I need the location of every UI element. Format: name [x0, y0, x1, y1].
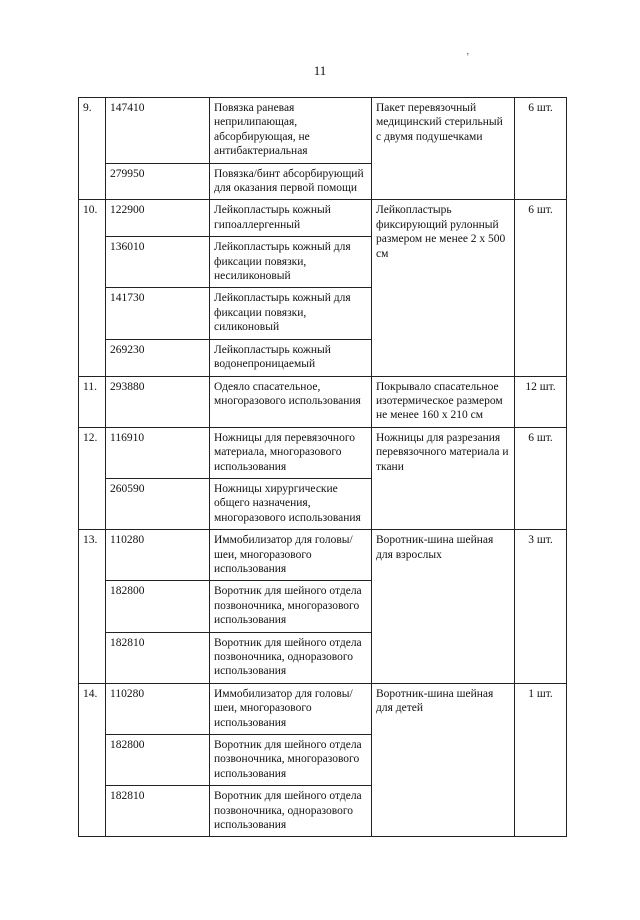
name-cell: Лейкопластырь кожный гипоаллергенный [210, 200, 372, 237]
name-cell: Ножницы для перевязочного материала, многоразового использования [210, 427, 372, 478]
code-cell: 269230 [106, 339, 210, 376]
table-row [79, 98, 567, 164]
code-cell: 110280 [106, 683, 210, 734]
table-body [79, 98, 567, 837]
code-cell: 116910 [106, 427, 210, 478]
product-cell: Лейкопластырь фиксирующий рулонный размером не менее 2 х 500 см [372, 200, 515, 376]
table-row [79, 376, 567, 427]
row-number-cell: 11. [79, 376, 106, 427]
row-number-cell: 9. [79, 98, 106, 200]
product-cell: Ножницы для разрезания перевязочного материала и ткани [372, 427, 515, 529]
name-cell: Лейкопластырь кожный для фиксации повязки, силиконовый [210, 288, 372, 339]
table-row [79, 683, 567, 734]
code-cell: 122900 [106, 200, 210, 237]
name-cell: Воротник для шейного отдела позвоночника, одноразового использования [210, 786, 372, 837]
product-cell: Пакет перевязочный медицинский стерильный с двумя подушечками [372, 98, 515, 200]
table-row [79, 200, 567, 237]
product-cell: Воротник-шина шейная для взрослых [372, 530, 515, 684]
code-cell: 182810 [106, 786, 210, 837]
code-cell: 260590 [106, 478, 210, 529]
code-cell: 136010 [106, 237, 210, 288]
name-cell: Ножницы хирургические общего назначения, многоразового использования [210, 478, 372, 529]
product-cell: Покрывало спасательное изотермическое размером не менее 160 х 210 см [372, 376, 515, 427]
row-number-cell: 13. [79, 530, 106, 684]
table-row [79, 427, 567, 478]
quantity-cell: 6 шт. [515, 427, 567, 529]
quantity-cell: 1 шт. [515, 683, 567, 837]
name-cell: Иммобилизатор для головы/шеи, многоразового использования [210, 530, 372, 581]
row-number-cell: 10. [79, 200, 106, 376]
row-number-cell: 14. [79, 683, 106, 837]
code-cell: 110280 [106, 530, 210, 581]
row-number-cell: 12. [79, 427, 106, 529]
quantity-cell: 6 шт. [515, 98, 567, 200]
quantity-cell: 12 шт. [515, 376, 567, 427]
name-cell: Одеяло спасательное, многоразового использования [210, 376, 372, 427]
medical-kit-table [78, 97, 567, 837]
name-cell: Повязка/бинт абсорбирующий для оказания первой помощи [210, 163, 372, 200]
code-cell: 293880 [106, 376, 210, 427]
quantity-cell: 6 шт. [515, 200, 567, 376]
scan-speck: ʼ [466, 52, 470, 63]
name-cell: Лейкопластырь кожный для фиксации повязки, несиликоновый [210, 237, 372, 288]
name-cell: Воротник для шейного отдела позвоночника, многоразового использования [210, 581, 372, 632]
name-cell: Воротник для шейного отдела позвоночника, многоразового использования [210, 735, 372, 786]
product-cell: Воротник-шина шейная для детей [372, 683, 515, 837]
name-cell: Повязка раневая неприлипающая, абсорбирующая, не антибактериальная [210, 98, 372, 164]
code-cell: 182800 [106, 735, 210, 786]
code-cell: 182800 [106, 581, 210, 632]
code-cell: 147410 [106, 98, 210, 164]
code-cell: 182810 [106, 632, 210, 683]
code-cell: 141730 [106, 288, 210, 339]
name-cell: Лейкопластырь кожный водонепроницаемый [210, 339, 372, 376]
code-cell: 279950 [106, 163, 210, 200]
name-cell: Воротник для шейного отдела позвоночника, одноразового использования [210, 632, 372, 683]
quantity-cell: 3 шт. [515, 530, 567, 684]
table-row [79, 530, 567, 581]
page-number: 11 [313, 63, 327, 78]
name-cell: Иммобилизатор для головы/шеи, многоразового использования [210, 683, 372, 734]
